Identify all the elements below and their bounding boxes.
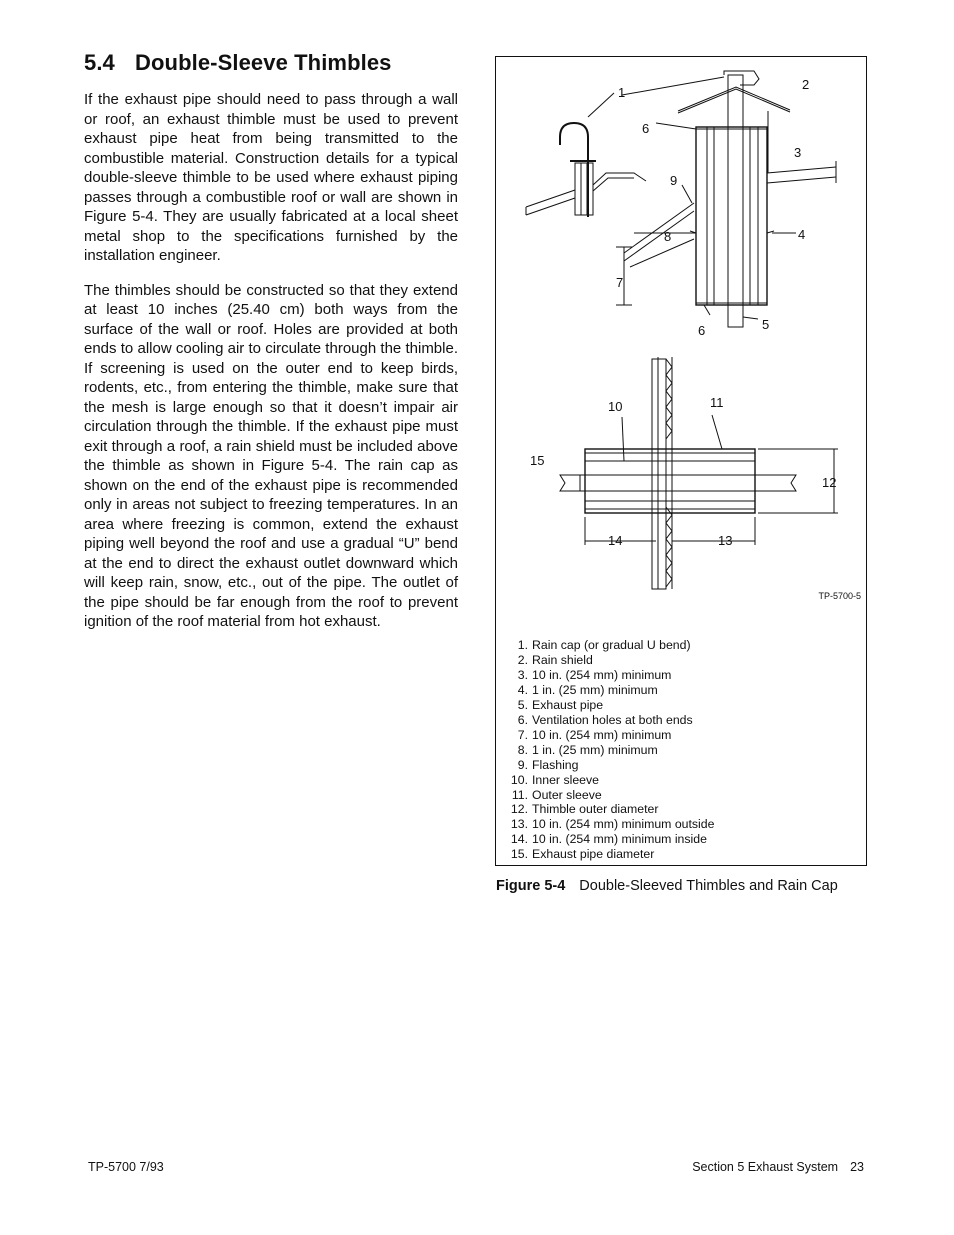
- legend-item: 13. 10 in. (254 mm) minimum outside: [510, 817, 715, 832]
- paragraph-1: If the exhaust pipe should need to pass through a wall or roof, an exhaust thimble must be used to prevent exhaust pipe heat from being transmitted to the combustible material. Construction details for a typical double-sleeve thimble to be used where exhaust piping passes through a combustible roof or wall are shown in Figure 5-4. They are usually fabricated at a local sheet metal shop to the specifications furnished by the installation engineer.: [84, 91, 458, 264]
- legend-item: 12. Thimble outer diameter: [510, 802, 659, 817]
- callout-2: 2: [802, 77, 810, 92]
- paragraph-2: The thimbles should be constructed so that they extend at least 10 inches (25.40 cm) both ways from the surface of the wall or roof. Holes are provided at both ends to allow cooling air to circulate through the thimble. If screening is used on the outer end to keep birds, rodents, etc., from entering the thimble, make sure that the mesh is large enough so that it doesn’t impair air circulation through the thimble. If the exhaust pipe must exit through a roof, a rain shield must be included above the thimble as shown in Figure 5-4. The rain cap as shown on the end of the exhaust pipe is recommended only in areas not subject to freezing temperatures. In an area where freezing is common, extend the exhaust piping well beyond the roof and use a gradual “U” bend at the end to direct the exhaust outlet downward which will keep rain, snow, etc., out of the pipe. The outlet of the pipe should be far enough from the roof to prevent ignition of the roof material from hot exhaust.: [84, 281, 458, 630]
- callout-1: 1: [618, 85, 626, 100]
- footer-section-label: Section 5 Exhaust System: [692, 1160, 839, 1174]
- footer-section: [692, 1160, 864, 1174]
- caption-text: Double-Sleeved Thimbles and Rain Cap: [579, 878, 838, 894]
- legend-item: 5. Exhaust pipe: [517, 697, 604, 712]
- legend-item: 7. 10 in. (254 mm) minimum: [517, 727, 672, 742]
- legend-item: 4. 1 in. (25 mm) minimum: [517, 682, 658, 697]
- callout-3: 3: [794, 145, 802, 160]
- callout-6-top: 6: [642, 121, 650, 136]
- section-number: 5.4: [84, 50, 115, 75]
- section-title: Double-Sleeve Thimbles: [135, 50, 392, 75]
- footer-doc-id: TP-5700 7/93: [88, 1160, 164, 1174]
- figure-legend: [504, 638, 714, 862]
- legend-item: 1. Rain cap (or gradual U bend): [517, 638, 691, 652]
- caption-label: Figure 5-4: [496, 878, 566, 894]
- thimble-diagram: [496, 57, 866, 617]
- legend-item: 9. Flashing: [517, 757, 579, 772]
- wall-section-drawing: [560, 357, 838, 589]
- legend-item: 11. Outer sleeve: [511, 787, 602, 802]
- roof-section-drawing: [526, 71, 836, 327]
- callout-5: 5: [762, 317, 770, 332]
- page-number: 23: [850, 1160, 864, 1174]
- callout-9: 9: [670, 173, 678, 188]
- figure-frame: [495, 56, 867, 866]
- callout-11: 11: [710, 395, 724, 410]
- callout-10: 10: [608, 399, 623, 414]
- callout-7: 7: [616, 275, 624, 290]
- legend-item: 14. 10 in. (254 mm) minimum inside: [510, 832, 707, 847]
- body-text: [84, 90, 458, 647]
- figure-caption: [496, 878, 838, 894]
- legend-item: 8. 1 in. (25 mm) minimum: [517, 742, 658, 757]
- callout-15: 15: [530, 453, 545, 468]
- figure-callouts: [530, 77, 836, 548]
- legend-item: 15. Exhaust pipe diameter: [510, 847, 655, 862]
- legend-item: 2. Rain shield: [517, 652, 593, 667]
- callout-14: 14: [608, 533, 623, 548]
- legend-item: 6. Ventilation holes at both ends: [517, 712, 693, 727]
- section-heading: [84, 50, 392, 76]
- callout-4: 4: [798, 227, 806, 242]
- callout-12: 12: [822, 475, 837, 490]
- legend-item: 3. 10 in. (254 mm) minimum: [517, 667, 672, 682]
- callout-13: 13: [718, 533, 733, 548]
- drawing-code: TP-5700-5: [818, 591, 861, 601]
- legend-item: 10. Inner sleeve: [510, 772, 599, 787]
- callout-8: 8: [664, 229, 672, 244]
- callout-6-bottom: 6: [698, 323, 706, 338]
